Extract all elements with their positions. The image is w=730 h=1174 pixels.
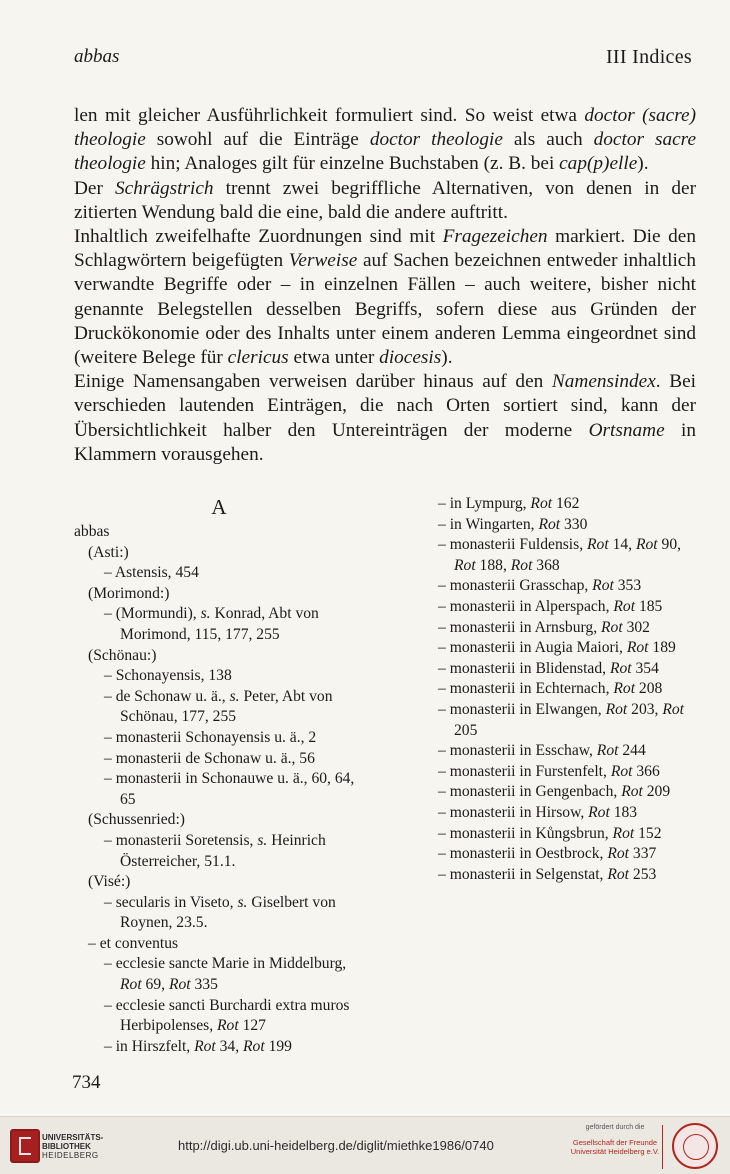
index-entry: [438, 865, 696, 886]
left-entries: [74, 522, 364, 1057]
index-entry: [88, 934, 364, 955]
text-run: (Asti:): [88, 543, 129, 561]
text-run: – ecclesie sancti Burchardi extra muros Herbipolenses,: [104, 996, 350, 1035]
italic-run: Rot: [592, 577, 614, 595]
text-run: – monasterii in Gengenbach,: [438, 783, 622, 801]
text-run: – monasterii in Hirsow,: [438, 803, 589, 821]
text-run: 127: [238, 1017, 266, 1035]
text-run: 205: [454, 721, 478, 739]
index-entry: [104, 831, 364, 872]
library-logo-icon: [10, 1129, 40, 1163]
text-run: 69,: [141, 976, 169, 994]
italic-run: Schrägstrich: [115, 177, 214, 199]
index-entry: [438, 638, 696, 659]
text-run: 302: [622, 618, 650, 636]
section-letter: A: [211, 495, 227, 519]
index-entry: [438, 741, 696, 762]
index-entry: [438, 803, 696, 824]
italic-run: Rot: [613, 680, 636, 698]
text-run: etwa unter: [288, 347, 380, 369]
text-run: 183: [609, 803, 638, 821]
italic-run: Rot: [612, 824, 635, 842]
index-entry: [438, 762, 696, 783]
text-run: . Bei verschieden lautenden Einträgen, die nach Orten sortiert sind, kann der Übersichtlichkeit halber den Untereinträgen der moderne: [74, 371, 696, 441]
text-run: – monasterii in Arnsburg,: [438, 618, 602, 636]
italic-run: Rot: [510, 556, 533, 574]
italic-run: Verweise: [288, 250, 358, 272]
index-entry: [104, 749, 364, 770]
text-run: trennt zwei begriffliche Alternativen, von denen in der zitierten Wendung bald die eine, bald die andere auftritt.: [74, 177, 696, 223]
text-run: – Astensis, 454: [104, 564, 199, 582]
text-run: 203,: [627, 700, 663, 718]
index-entry: [74, 522, 364, 543]
text-run: Giselbert von Roynen, 23.5.: [120, 893, 336, 932]
text-run: 353: [613, 577, 642, 595]
text-run: – Schonayensis, 138: [104, 667, 232, 685]
text-run: 330: [560, 515, 588, 533]
index-entry: [104, 954, 364, 995]
university-seal-icon: [672, 1123, 718, 1169]
footer-divider: [662, 1125, 663, 1169]
italic-run: Rot: [662, 700, 685, 718]
text-run: – et conventus: [88, 934, 179, 952]
text-run: 209: [642, 783, 671, 801]
index-entry: [104, 563, 364, 584]
italic-run: Rot: [626, 639, 649, 657]
italic-run: Rot: [605, 700, 628, 718]
text-run: – in Wingarten,: [438, 515, 539, 533]
running-head-left: abbas: [74, 46, 120, 67]
italic-run: clericus: [227, 347, 289, 369]
text-run: ).: [441, 347, 453, 369]
text-run: (Morimond:): [88, 584, 170, 602]
text-run: (Visé:): [88, 873, 131, 891]
text-run: Der: [74, 177, 116, 199]
italic-run: Rot: [607, 865, 629, 883]
footer-bar: [0, 1116, 730, 1174]
text-run: Einige Namensangaben verweisen darüber hinaus auf den: [74, 371, 552, 393]
text-run: abbas: [74, 523, 110, 540]
italic-run: Rot: [609, 659, 632, 677]
intro-paragraph: [74, 104, 696, 177]
text-run: 189: [648, 639, 676, 657]
index-entry: [438, 618, 696, 639]
text-run: 188,: [475, 556, 511, 574]
italic-run: s.: [237, 893, 248, 911]
index-entry: [438, 597, 696, 618]
sponsor-name-line: Gesellschaft der Freunde: [572, 1138, 658, 1147]
sponsor-name-line: Universität Heidelberg e.V.: [570, 1147, 660, 1156]
italic-run: s.: [257, 831, 268, 849]
text-run: – monasterii in Blidenstad,: [438, 659, 610, 677]
index-entry: [438, 515, 696, 536]
index-entry: [104, 1037, 364, 1058]
italic-run: Fragezeichen: [442, 226, 548, 248]
library-name-line: BIBLIOTHEK: [42, 1142, 91, 1151]
index-entry: [438, 679, 696, 700]
text-run: – ecclesie sancte Marie in Middelburg,: [104, 955, 347, 973]
text-run: 368: [532, 556, 560, 574]
index-entry: [438, 535, 696, 576]
italic-run: Rot: [621, 783, 643, 801]
index-entry: [438, 844, 696, 865]
text-run: Inhaltlich zweifelhafte Zuordnungen sind mit: [74, 226, 443, 248]
index-entry: [438, 494, 696, 515]
text-run: 90,: [657, 536, 682, 554]
italic-run: Rot: [120, 976, 142, 994]
text-run: 366: [632, 762, 660, 780]
text-run: hin; Analoges gilt für einzelne Buchstaben (z. B. bei: [145, 153, 560, 175]
text-run: – de Schonaw u. ä.,: [104, 687, 230, 705]
text-run: – monasterii in Elwangen,: [438, 700, 606, 718]
italic-run: Rot: [217, 1017, 239, 1035]
text-run: 335: [190, 976, 218, 994]
permalink-url[interactable]: http://digi.ub.uni-heidelberg.de/diglit/miethke1986/0740: [178, 1138, 494, 1153]
text-run: 244: [618, 742, 646, 760]
index-column-right: [438, 494, 696, 885]
sponsor-block: [565, 1123, 665, 1156]
text-run: – monasterii in Selgenstat,: [438, 865, 608, 883]
text-run: – monasterii de Schonaw u. ä., 56: [104, 749, 315, 767]
text-run: 337: [629, 845, 657, 863]
italic-run: Rot: [607, 845, 629, 863]
text-run: auf Sachen bezeichnen entweder inhaltlich verwandte Begriffe oder – in einzelnen Fällen – auch weitere, bisher nicht genannte Belegstellen desselben Begriffs, sofern diese aus Gründen der Druckökonomie oder des Inhalts unter einem anderen Lemma eingeordnet sind (weitere Belege für: [74, 250, 697, 369]
text-run: Heinrich Österreicher, 51.1.: [120, 831, 326, 870]
intro-paragraph: [74, 370, 696, 467]
text-run: – monasterii in Alperspach,: [438, 597, 614, 615]
text-run: 162: [552, 495, 580, 512]
text-run: sowohl auf die Einträge: [145, 129, 370, 151]
index-column-left: [74, 494, 364, 1057]
italic-run: Rot: [613, 597, 636, 615]
page-number: 734: [72, 1072, 101, 1093]
italic-run: Rot: [587, 536, 609, 554]
index-entry: [104, 728, 364, 749]
text-run: – monasterii Grasschap,: [438, 577, 593, 595]
index-entry: [438, 659, 696, 680]
italic-run: Rot: [168, 976, 191, 994]
italic-run: Rot: [530, 495, 553, 512]
italic-run: Namensindex: [551, 371, 656, 393]
index-entry: [438, 576, 696, 597]
italic-run: diocesis: [379, 347, 442, 369]
index-entry: [438, 700, 696, 741]
text-run: markiert. Die den Schlagwörtern beigefügten: [74, 226, 696, 272]
library-name-line: HEIDELBERG: [42, 1151, 99, 1160]
text-run: 14,: [608, 536, 636, 554]
index-entry: [104, 893, 364, 934]
text-run: 34,: [215, 1037, 244, 1055]
index-entry: [88, 543, 364, 564]
italic-run: doctor sacre theologie: [74, 129, 697, 175]
intro-text: [74, 104, 696, 467]
index-entry: [104, 769, 364, 810]
index-entry: [104, 666, 364, 687]
text-run: – monasterii Fuldensis,: [438, 536, 588, 554]
italic-run: Rot: [596, 742, 619, 760]
sponsor-name: [565, 1138, 665, 1156]
text-run: len mit gleicher Ausführlichkeit formuliert sind. So weist etwa: [74, 105, 585, 126]
italic-run: Rot: [601, 618, 623, 636]
text-run: – monasterii in Oestbrock,: [438, 845, 608, 863]
text-run: (Schussenried:): [88, 811, 186, 829]
index-entry: [88, 810, 364, 831]
text-run: als auch: [502, 129, 594, 151]
italic-run: doctor (sacre) theologie: [74, 105, 696, 151]
index-entry: [104, 996, 364, 1037]
text-run: Konrad, Abt von Morimond, 115, 177, 255: [120, 605, 319, 643]
italic-run: doctor theologie: [369, 129, 503, 151]
italic-run: Rot: [610, 762, 633, 780]
text-run: 253: [629, 865, 657, 883]
text-run: – monasterii in Kůngsbrun,: [438, 824, 613, 842]
italic-run: s.: [200, 605, 211, 623]
italic-run: Rot: [194, 1037, 216, 1055]
text-run: – monasterii in Furstenfelt,: [438, 762, 611, 780]
text-run: – (Mormundi),: [104, 605, 201, 623]
text-run: – monasterii in Augia Maiori,: [438, 639, 627, 657]
text-run: – monasterii in Echternach,: [438, 680, 614, 698]
text-run: – in Lympurg,: [438, 495, 531, 512]
text-run: in Klammern vorausgehen.: [74, 419, 696, 465]
text-run: – monasterii Soretensis,: [104, 831, 258, 849]
text-run: (Schönau:): [88, 646, 157, 664]
index-entry: [88, 872, 364, 893]
index-entry: [438, 782, 696, 803]
index-entry: [88, 646, 364, 667]
intro-paragraph: [74, 225, 696, 370]
index-entry: [104, 687, 364, 728]
text-run: 199: [264, 1037, 292, 1055]
text-run: 185: [635, 597, 663, 615]
text-run: 354: [631, 659, 659, 677]
intro-paragraph: [74, 177, 696, 225]
italic-run: Rot: [243, 1037, 265, 1055]
index-entry: [438, 824, 696, 845]
text-run: – monasterii in Esschaw,: [438, 742, 597, 760]
text-run: 208: [635, 680, 663, 698]
text-run: ).: [637, 153, 649, 175]
text-run: – in Hirszfelt,: [104, 1037, 195, 1055]
italic-run: Rot: [538, 515, 561, 533]
text-run: 152: [634, 824, 662, 842]
italic-run: cap(p)elle: [559, 153, 638, 175]
italic-run: Rot: [635, 536, 658, 554]
running-head-right: III Indices: [605, 46, 692, 68]
text-run: – monasterii Schonayensis u. ä., 2: [104, 728, 317, 746]
sponsor-prefix: gefördert durch die: [585, 1124, 645, 1131]
italic-run: Rot: [588, 803, 610, 821]
italic-run: Ortsname: [588, 419, 665, 441]
text-run: – secularis in Viseto,: [104, 893, 238, 911]
text-run: – monasterii in Schonauwe u. ä., 60, 64, 65: [104, 770, 355, 808]
italic-run: Rot: [454, 556, 476, 574]
index-entry: [104, 604, 364, 645]
library-name-line: UNIVERSITÄTS-: [42, 1133, 104, 1142]
italic-run: s.: [229, 687, 240, 705]
library-name: [42, 1133, 103, 1160]
text-run: Peter, Abt von Schönau, 177, 255: [120, 687, 333, 726]
index-entry: [88, 584, 364, 605]
